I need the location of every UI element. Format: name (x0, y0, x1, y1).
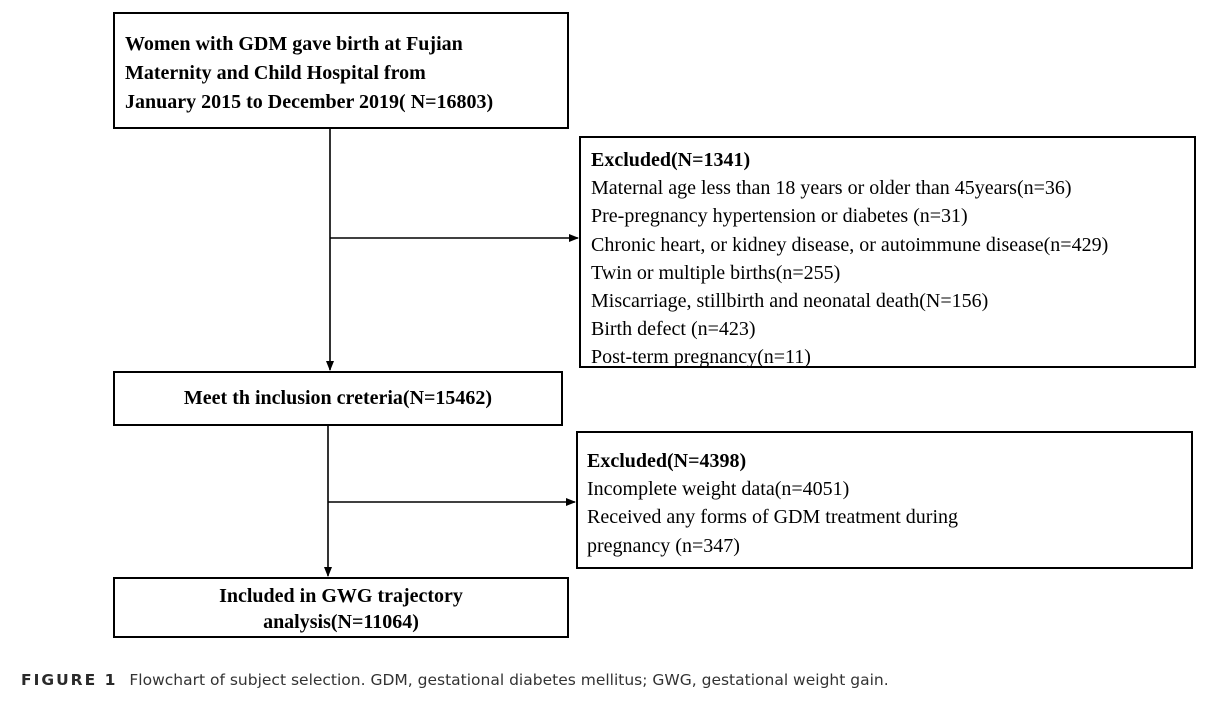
excluded-1-item: Miscarriage, stillbirth and neonatal death(N=156) (591, 290, 989, 313)
inclusion-text: Meet th inclusion creteria(N=15462) (183, 387, 493, 409)
excluded-1-heading: Excluded(N=1341) (591, 149, 751, 171)
inclusion-box (113, 371, 563, 426)
excluded-1-item: Twin or multiple births(n=255) (591, 261, 841, 284)
excluded-2-heading: Excluded(N=4398) (587, 450, 747, 472)
excluded-box-1 (579, 136, 1196, 368)
figure-label: FIGURE 1 (21, 671, 118, 689)
start-line: Maternity and Child Hospital from (125, 62, 426, 84)
excluded-2-item: Incomplete weight data(n=4051) (587, 478, 850, 501)
excluded-box-2 (576, 431, 1193, 569)
excluded-1-item: Pre-pregnancy hypertension or diabetes (n=31) (591, 205, 968, 228)
excluded-1-item: Birth defect (n=423) (591, 318, 756, 341)
excluded-1-item: Maternal age less than 18 years or older than 45years(n=36) (591, 177, 1072, 200)
excluded-2-item: Received any forms of GDM treatment during (587, 506, 959, 529)
start-line: Women with GDM gave birth at Fujian (125, 33, 463, 55)
final-line: Included in GWG trajectory (219, 585, 463, 607)
excluded-1-item: Chronic heart, or kidney disease, or autoimmune disease(n=429) (591, 233, 1109, 256)
excluded-2-item: pregnancy (n=347) (587, 534, 740, 557)
caption-text: Flowchart of subject selection. GDM, gestational diabetes mellitus; GWG, gestational weight gain. (129, 671, 889, 689)
start-box (113, 12, 569, 129)
final-box (113, 577, 569, 638)
start-line: January 2015 to December 2019( N=16803) (125, 91, 494, 113)
final-line: analysis(N=11064) (263, 611, 419, 633)
figure-caption (21, 671, 889, 689)
excluded-1-item: Post-term pregnancy(n=11) (591, 346, 811, 369)
